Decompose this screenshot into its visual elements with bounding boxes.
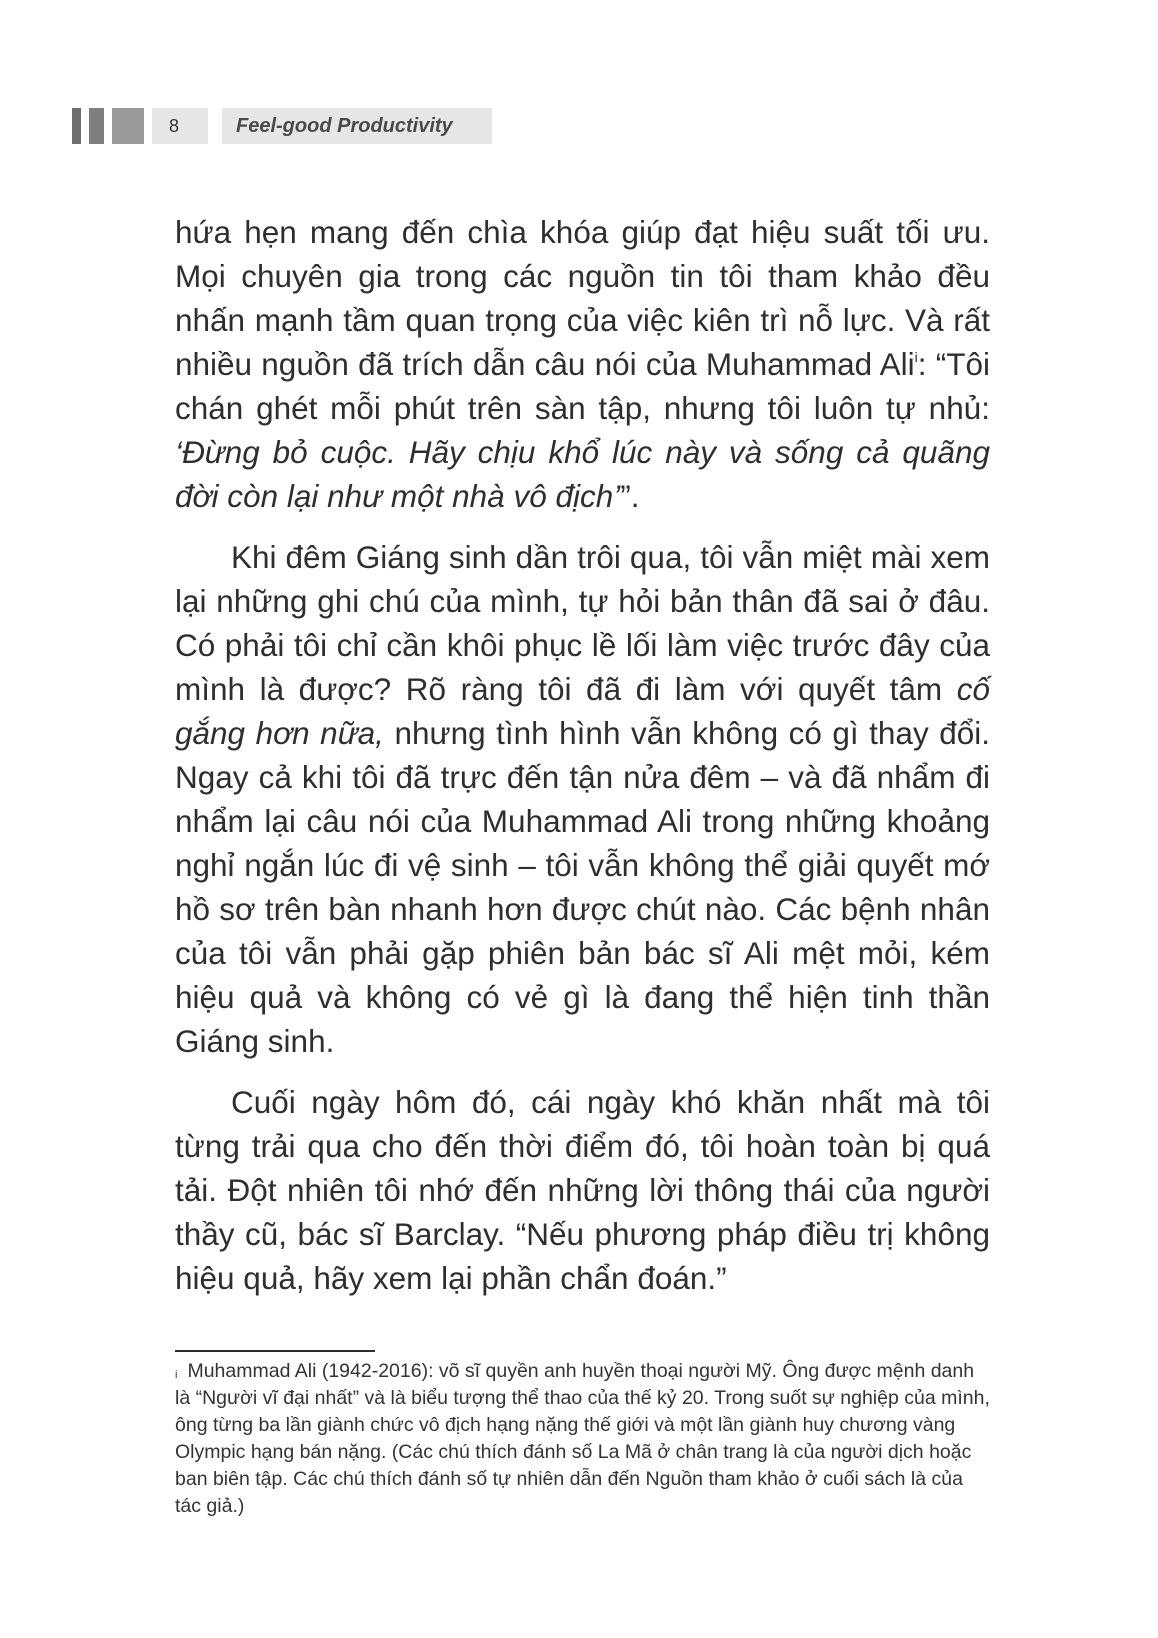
paragraph-text: : “Tôi chán ghét mỗi phút trên sàn tập, nhưng tôi luôn tự nhủ:	[175, 346, 990, 426]
paragraph-text: Khi đêm Giáng sinh dần trôi qua, tôi vẫn miệt mài xem lại những ghi chú của mình, tự hỏi bản thân đã sai ở đâu. Có phải tôi chỉ cần khôi phục lề lối làm việc trước đây của mình là được? Rõ ràng tôi đã đi làm với quyết tâm	[175, 539, 990, 707]
italic-emphasis: cố gắng hơn nữa,	[175, 671, 990, 751]
paragraph-text: nhưng tình hình vẫn không có gì thay đổi. Ngay cả khi tôi đã trực đến tận nửa đêm – và đã nhẩm đi nhẩm lại câu nói của Muhammad Ali trong những khoảng nghỉ ngắn lúc đi vệ sinh – tôi vẫn không thể giải quyết mớ hồ sơ trên bàn nhanh hơn được chút nào. Các bệnh nhân của tôi vẫn phải gặp phiên bản bác sĩ Ali mệt mỏi, kém hiệu quả và không có vẻ gì là đang thể hiện tinh thần Giáng sinh.	[175, 715, 990, 1059]
header-decor-bar	[72, 108, 81, 144]
paragraph-1	[175, 210, 990, 518]
paragraph-text: ”.	[620, 478, 640, 514]
footnote-mark: i	[175, 1369, 178, 1381]
header-decor-bar	[112, 108, 144, 144]
footnote-divider	[175, 1350, 375, 1352]
body-text	[175, 210, 990, 1300]
running-header	[72, 108, 522, 144]
footnote-reference[interactable]: i	[914, 349, 918, 365]
italic-quote: ‘Đừng bỏ cuộc. Hãy chịu khổ lúc này và sống cả quãng đời còn lại như một nhà vô địch’	[175, 434, 990, 514]
footnote	[175, 1358, 990, 1520]
page-number: 8	[152, 108, 208, 144]
paragraph-3	[175, 1080, 990, 1300]
footnote-text: Muhammad Ali (1942-2016): võ sĩ quyền anh huyền thoại người Mỹ. Ông được mệnh danh là “Người vĩ đại nhất” và là biểu tượng thể thao của thế kỷ 20. Trong suốt sự nghiệp của mình, ông từng ba lần giành chức vô địch hạng nặng thế giới và một lần giành huy chương vàng Olympic hạng bán nặng. (Các chú thích đánh số La Mã ở chân trang là của người dịch hoặc ban biên tập. Các chú thích đánh số tự nhiên dẫn đến Nguồn tham khảo ở cuối sách là của tác giả.)	[175, 1360, 990, 1517]
paragraph-2	[175, 535, 990, 1063]
paragraph-text: Cuối ngày hôm đó, cái ngày khó khăn nhất mà tôi từng trải qua cho đến thời điểm đó, tôi hoàn toàn bị quá tải. Đột nhiên tôi nhớ đến những lời thông thái của người thầy cũ, bác sĩ Barclay. “Nếu phương pháp điều trị không hiệu quả, hãy xem lại phần chẩn đoán.”	[175, 1084, 990, 1296]
header-decor-bar	[89, 108, 104, 144]
book-title: Feel-good Productivity	[222, 108, 492, 144]
paragraph-text: hứa hẹn mang đến chìa khóa giúp đạt hiệu suất tối ưu. Mọi chuyên gia trong các nguồn tin tôi tham khảo đều nhấn mạnh tầm quan trọng của việc kiên trì nỗ lực. Và rất nhiều nguồn đã trích dẫn câu nói của Muhammad Ali	[175, 214, 990, 382]
